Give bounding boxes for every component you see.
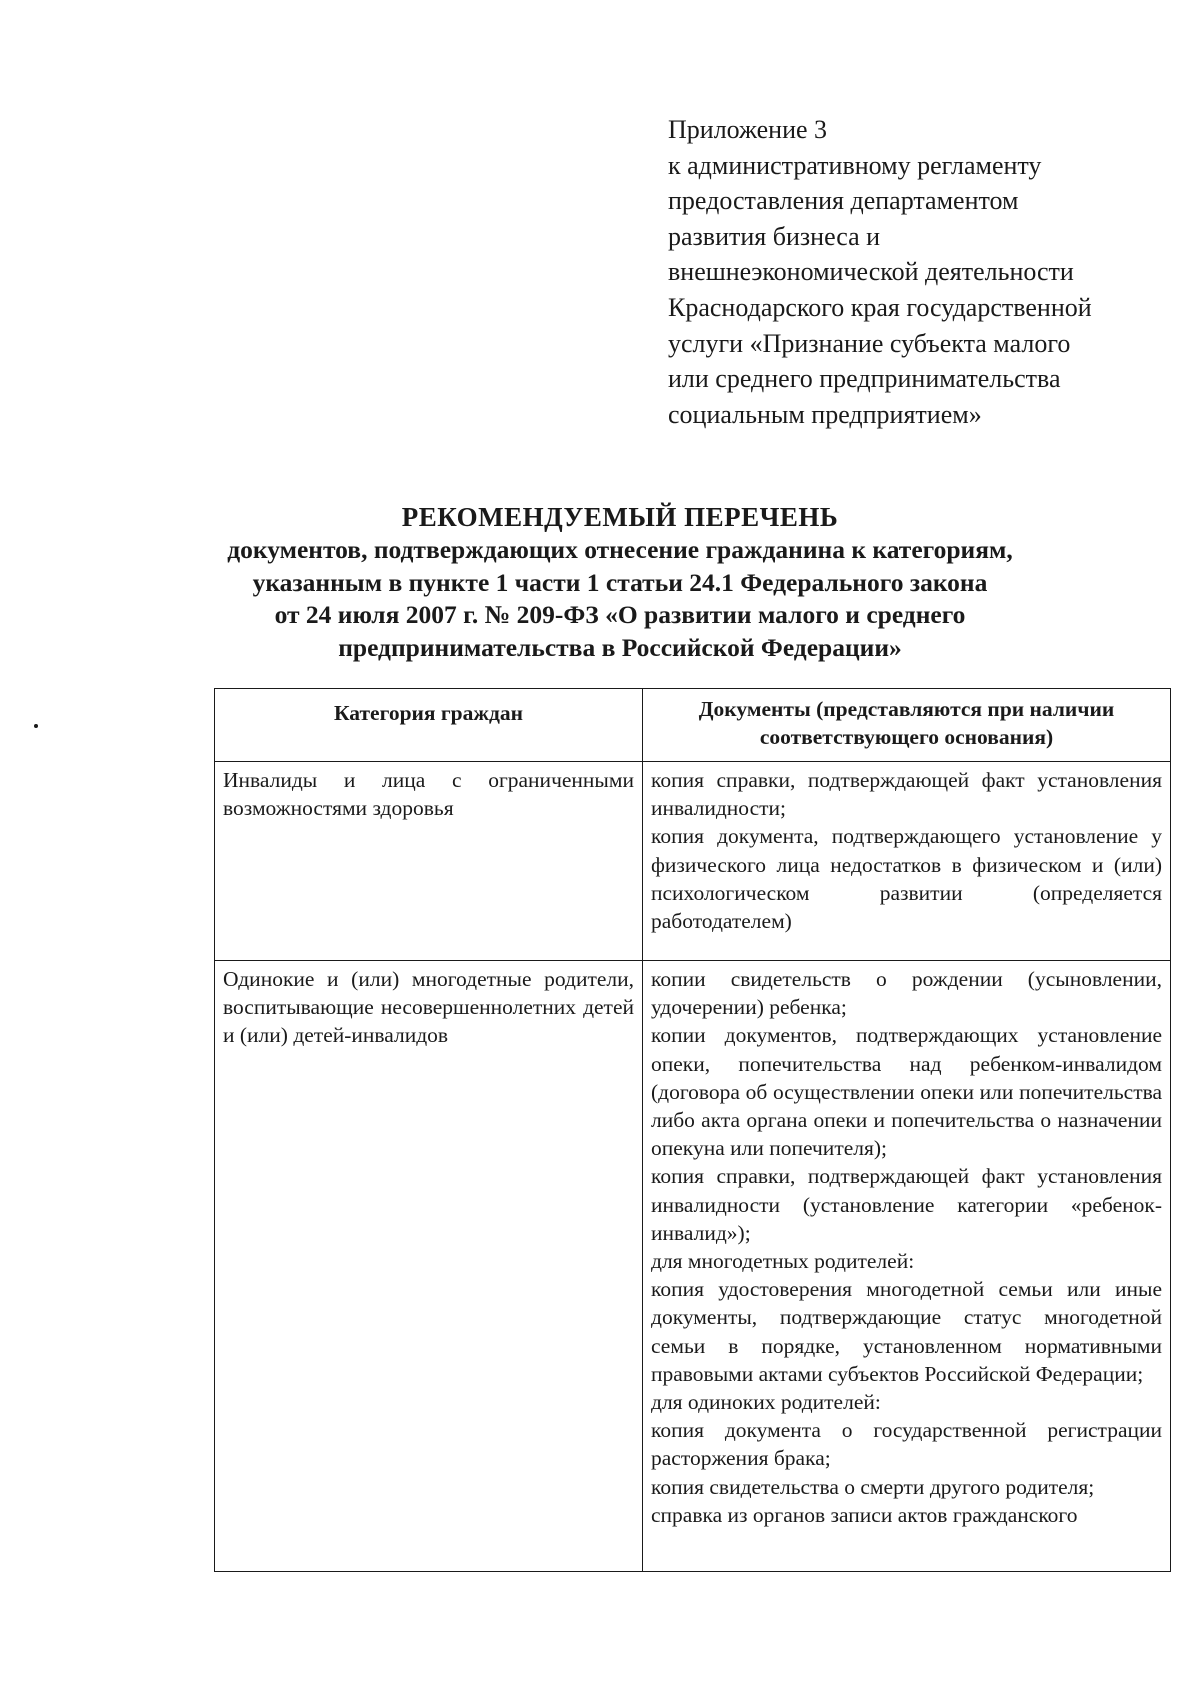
appendix-line: или среднего предпринимательства	[668, 364, 1061, 394]
appendix-line: услуги «Признание субъекта малого	[668, 328, 1071, 358]
title-subtitle-line: документов, подтверждающих отнесение гражданина к категориям,	[227, 535, 1013, 564]
appendix-line: Приложение 3	[668, 115, 828, 144]
document-item: копия справки, подтверждающей факт установления инвалидности (установление категории «ребенок-инвалид»);	[651, 1164, 1162, 1245]
title-subtitle-line: указанным в пункте 1 части 1 статьи 24.1 Федерального закона	[252, 567, 988, 597]
title-subtitle	[180, 534, 1060, 664]
document-item: копии документов, подтверждающих установление опеки, попечительства над ребенком-инвалидом (договора об осуществлении опеки или попечительства либо акта органа опеки и попечительства о назначении опекуна или попечителя);	[651, 1023, 1162, 1161]
table-header-row	[215, 689, 1171, 762]
table-row	[215, 762, 1171, 961]
category-cell: Одинокие и (или) многодетные родители, воспитывающие несовершеннолетних детей и (или) детей-инвалидов	[215, 961, 643, 1572]
appendix-line: развития бизнеса и	[668, 221, 881, 251]
document-item: справка из органов записи актов гражданского	[651, 1502, 1078, 1527]
title-subtitle-line: предпринимательства в Российской Федерации»	[338, 632, 902, 662]
category-cell: Инвалиды и лица с ограниченными возможностями здоровья	[215, 762, 643, 961]
document-item: копия удостоверения многодетной семьи или иные документы, подтверждающие статус многодетной семьи в порядке, установленном нормативными правовыми актами субъектов Российской Федерации;	[651, 1277, 1162, 1386]
scan-dot	[34, 724, 38, 728]
appendix-line: предоставления департаментом	[668, 186, 1019, 216]
document-item: копия документа, подтверждающего установление у физического лица недостатков в физическом и (или) психологическом развитии (определяется работодателем)	[651, 824, 1162, 934]
document-item: копия справки, подтверждающей факт установления инвалидности;	[651, 768, 1162, 821]
appendix-header	[668, 112, 1168, 432]
document-item: копия документа о государственной регистрации расторжения брака;	[651, 1418, 1162, 1471]
appendix-line: внешнеэкономической деятельности	[668, 257, 1074, 287]
document-item: для одиноких родителей:	[651, 1390, 881, 1415]
table-row	[215, 961, 1171, 1572]
document-item: для многодетных родителей:	[651, 1249, 915, 1274]
header-documents: Документы (представляются при наличии соответствующего основания)	[643, 689, 1171, 762]
header-category: Категория граждан	[215, 689, 643, 762]
title-main: РЕКОМЕНДУЕМЫЙ ПЕРЕЧЕНЬ	[401, 502, 839, 532]
appendix-line: к административному регламенту	[668, 150, 1042, 180]
appendix-line: социальным предприятием»	[668, 399, 982, 429]
appendix-line: Краснодарского края государственной	[668, 292, 1092, 322]
documents-table	[214, 688, 1171, 1572]
document-title	[180, 500, 1060, 664]
documents-cell	[643, 762, 1171, 961]
documents-cell	[643, 961, 1171, 1572]
document-item: копии свидетельств о рождении (усыновлении, удочерении) ребенка;	[651, 967, 1162, 1020]
document-item: копия свидетельства о смерти другого родителя;	[651, 1474, 1095, 1499]
title-subtitle-line: от 24 июля 2007 г. № 209-ФЗ «О развитии малого и среднего	[274, 600, 966, 629]
